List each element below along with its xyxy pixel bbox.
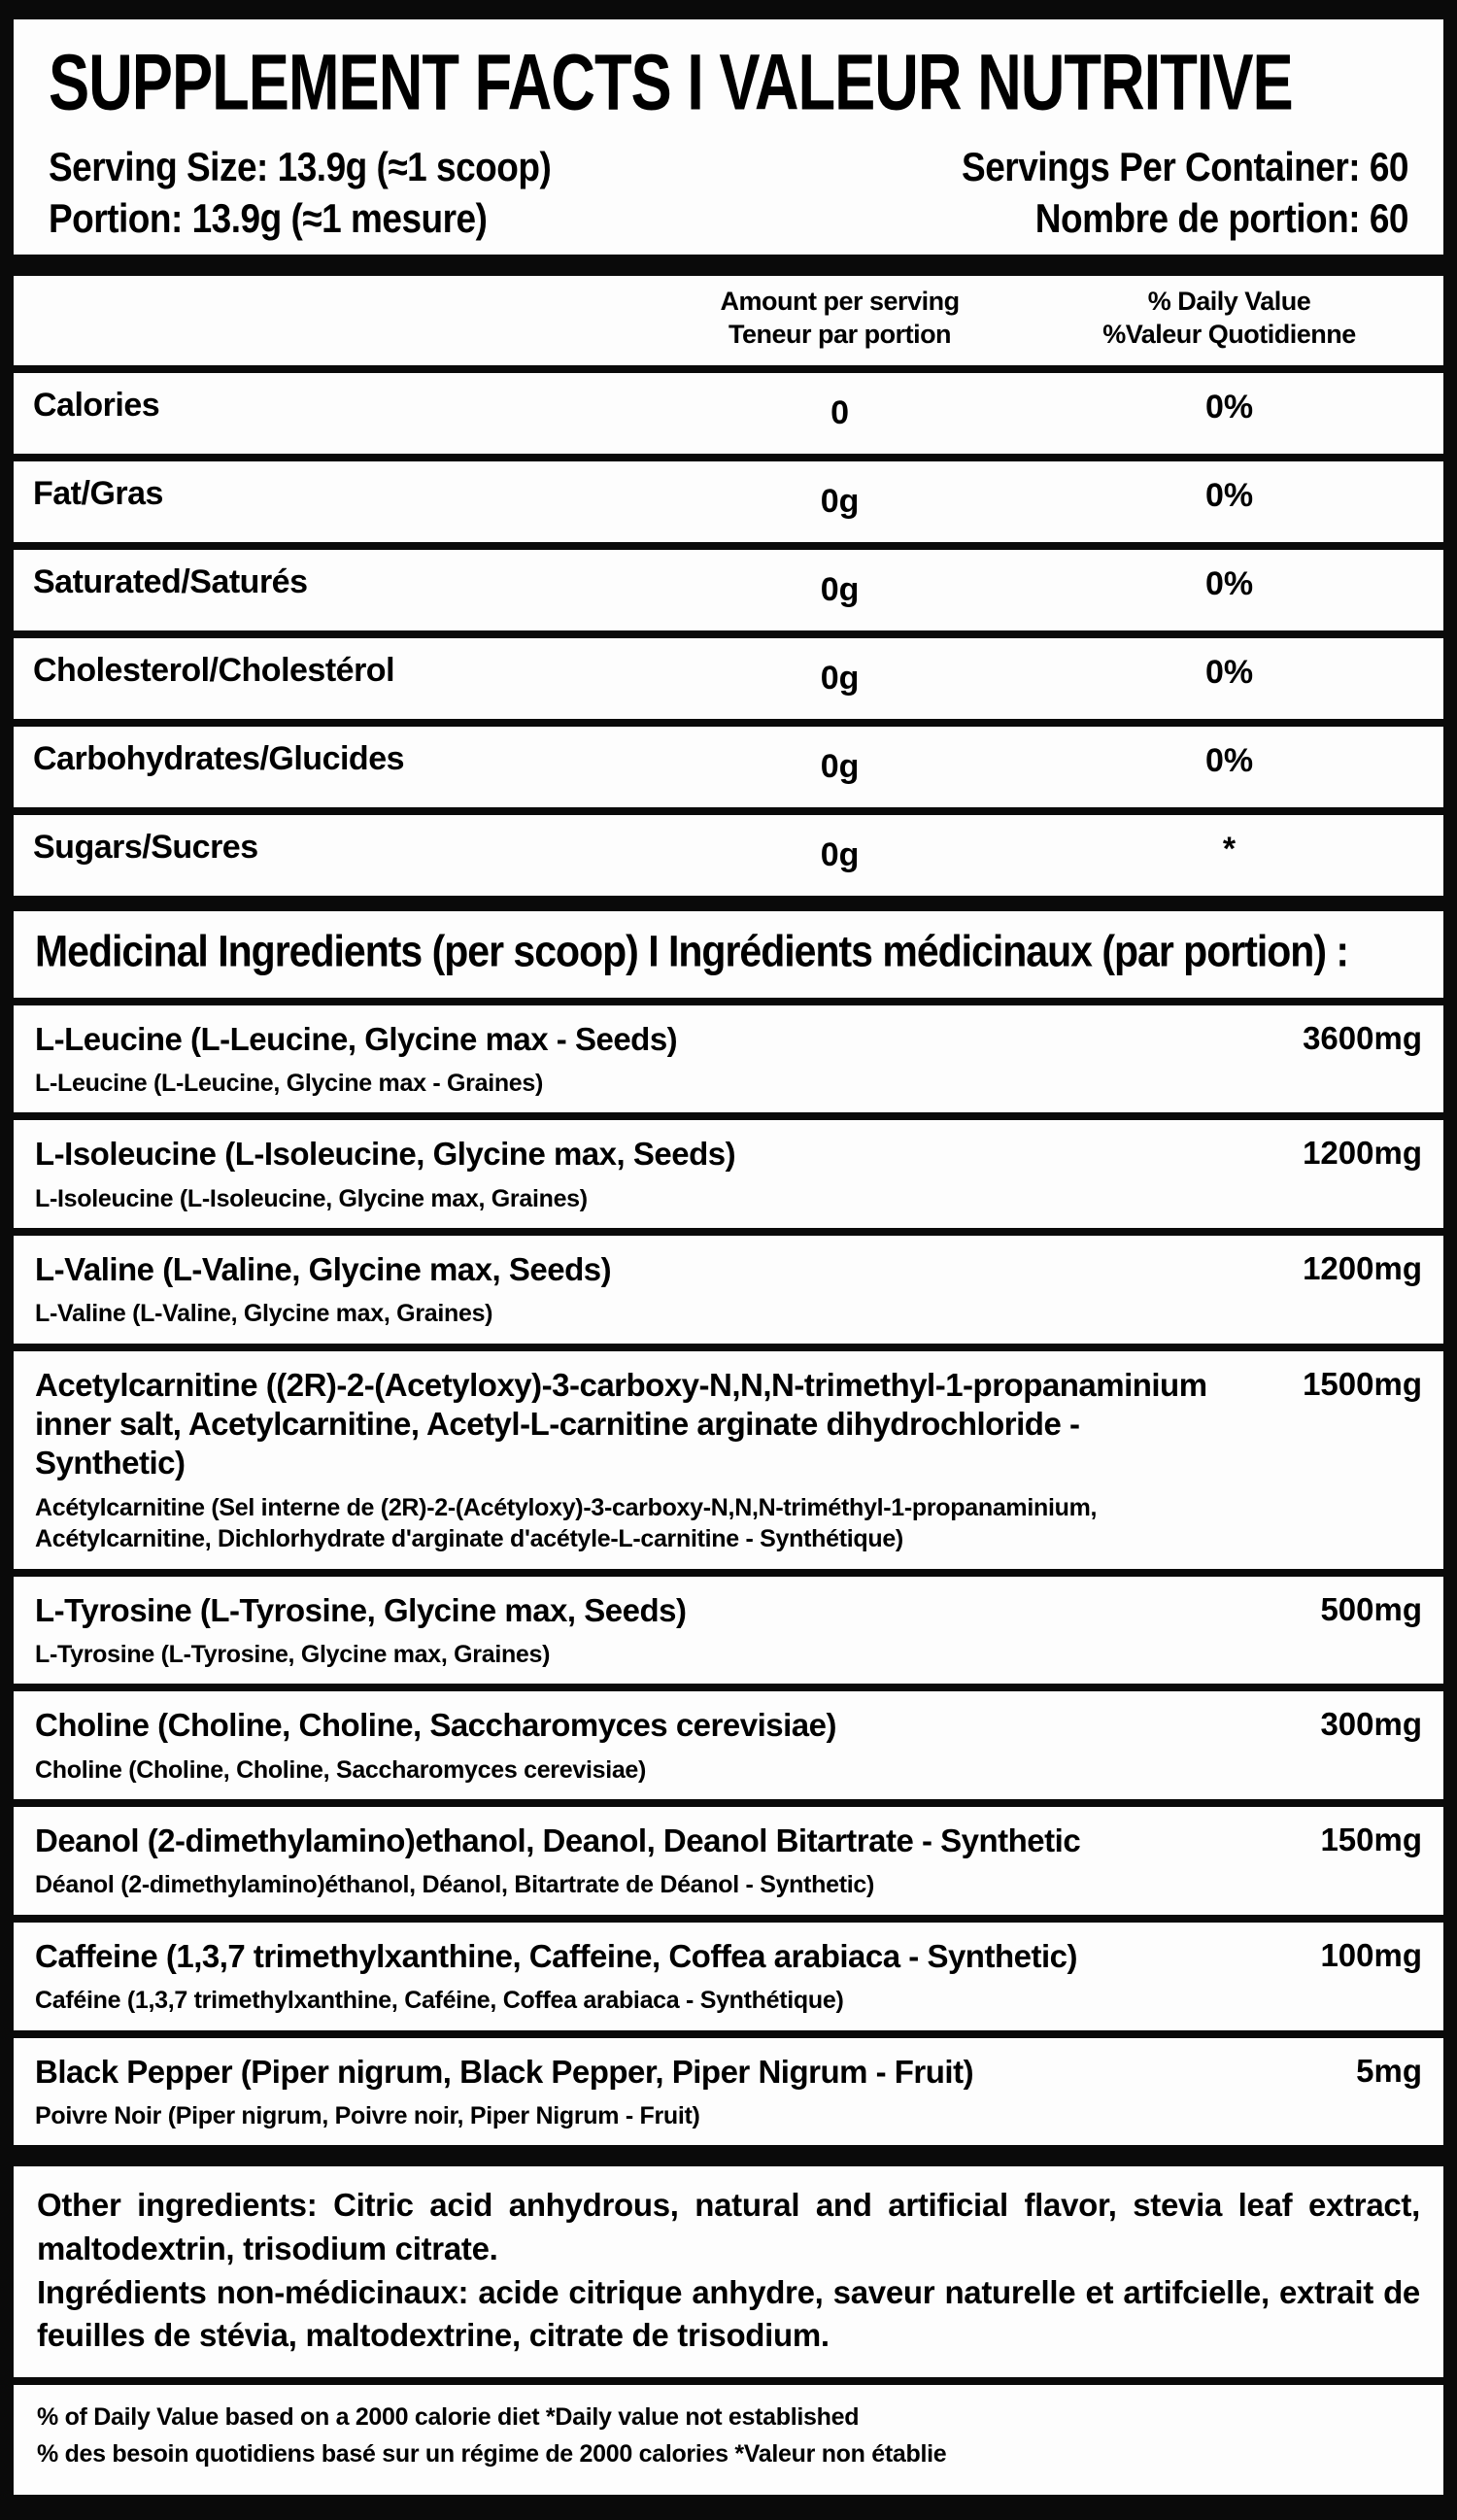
column-header-amount [645, 286, 1034, 352]
nutrient-amount: 0g [820, 570, 860, 608]
serving-info [49, 143, 1408, 241]
row-divider [14, 1228, 1443, 1236]
ingredient-amount: 1500mg [1303, 1365, 1422, 1402]
nutrient-daily-value: * [1222, 830, 1237, 868]
other-ingredients-label-fr: Ingrédients non-médicinaux: [37, 2273, 469, 2310]
row-divider [14, 1915, 1443, 1923]
ingredient-row-l-isoleucine [14, 1120, 1443, 1228]
ingredient-amount: 300mg [1320, 1706, 1422, 1743]
row-divider [14, 719, 1443, 727]
ingredient-row-l-leucine [14, 1005, 1443, 1113]
row-divider [14, 2377, 1443, 2385]
ingredient-name-en: L-Valine (L-Valine, Glycine max, Seeds) [35, 1251, 612, 1288]
ingredient-text [35, 1135, 1257, 1214]
ingredient-row-l-tyrosine [14, 1577, 1443, 1685]
row-divider [14, 542, 1443, 550]
ingredient-name-fr: Poivre Noir (Piper nigrum, Poivre noir, Piper Nigrum - Fruit) [35, 2101, 700, 2129]
nutrient-daily-value: 0% [1204, 388, 1254, 426]
label-header-panel [14, 19, 1443, 255]
column-header-daily-value [1034, 286, 1424, 352]
ingredient-name-fr: L-Tyrosine (L-Tyrosine, Glycine max, Graines) [35, 1640, 551, 1668]
ingredient-name-en: L-Leucine (L-Leucine, Glycine max - Seeds) [35, 1020, 678, 1057]
nutrient-row-carbohydrates [14, 727, 1443, 807]
ingredient-name-fr: L-Leucine (L-Leucine, Glycine max - Graines) [35, 1069, 544, 1097]
row-divider [14, 365, 1443, 373]
row-divider [14, 1112, 1443, 1120]
medicinal-ingredients-header [14, 911, 1443, 998]
nutrient-amount: 0g [820, 659, 860, 697]
label-title: SUPPLEMENT FACTS I VALEUR NUTRITIVE [49, 38, 1293, 128]
ingredient-amount: 150mg [1320, 1822, 1422, 1858]
column-header-panel [14, 276, 1443, 365]
ingredient-name-fr: Choline (Choline, Choline, Saccharomyces cerevisiae) [35, 1755, 647, 1784]
nutrient-name: Calories [33, 386, 160, 424]
ingredient-amount: 5mg [1356, 2052, 1422, 2089]
ingredient-row-black-pepper [14, 2038, 1443, 2146]
row-divider [14, 1344, 1443, 1351]
ingredient-name-fr: L-Valine (L-Valine, Glycine max, Graines) [35, 1300, 493, 1328]
nutrient-name: Cholesterol/Cholestérol [33, 651, 395, 689]
ingredient-amount: 3600mg [1303, 1019, 1422, 1056]
nutrient-name: Fat/Gras [33, 474, 163, 512]
nutrient-amount: 0g [820, 482, 860, 520]
ingredient-text [35, 1937, 1257, 2017]
other-ingredients-fr [37, 2271, 1420, 2358]
nutrient-daily-value: 0% [1204, 476, 1254, 514]
other-ingredients-text-en: Citric acid anhydrous, natural and artificial flavor, stevia leaf extract, maltodextrin, trisodium citrate. [37, 2187, 1420, 2267]
nutrient-daily-value: 0% [1204, 564, 1254, 602]
amount-per-serving-en: Amount per serving [720, 287, 960, 317]
row-divider [14, 1569, 1443, 1577]
nutrient-row-fat [14, 461, 1443, 542]
nutrient-name: Carbohydrates/Glucides [33, 739, 405, 777]
ingredient-text [35, 1250, 1257, 1330]
ingredient-row-deanol [14, 1807, 1443, 1915]
nutrient-row-sugars [14, 815, 1443, 896]
nutrient-row-cholesterol [14, 638, 1443, 719]
ingredient-amount: 1200mg [1303, 1250, 1422, 1287]
section-divider [14, 2145, 1443, 2166]
servings-per-container-en: Servings Per Container: 60 [962, 145, 1408, 190]
other-ingredients-label-en: Other ingredients: [37, 2187, 318, 2224]
ingredient-text [35, 1020, 1257, 1100]
nutrient-amount: 0 [830, 393, 850, 431]
nutrient-row-calories [14, 373, 1443, 454]
ingredient-name-en: L-Tyrosine (L-Tyrosine, Glycine max, Seeds) [35, 1591, 687, 1628]
other-ingredients-text-fr: acide citrique anhydre, saveur naturelle et artifcielle, extrait de feuilles de stévia, maltodextrine, citrate de trisodium. [37, 2273, 1420, 2354]
ingredient-name-en: Acetylcarnitine ((2R)-2-(Acetyloxy)-3-carboxy-N,N,N-trimethyl-1-propanaminium inner salt, Acetylcarnitine, Acetyl-L-carnitine arginate dihydrochloride - Synthetic) [35, 1366, 1207, 1481]
ingredient-amount: 1200mg [1303, 1135, 1422, 1172]
ingredient-amount: 100mg [1320, 1936, 1422, 1973]
ingredient-text [35, 1822, 1257, 1901]
footnote-fr: % des besoin quotidiens basé sur un régime de 2000 calories *Valeur non établie [37, 2440, 947, 2469]
ingredient-amount: 500mg [1320, 1590, 1422, 1627]
ingredient-row-choline [14, 1691, 1443, 1799]
ingredient-name-fr: Acétylcarnitine (Sel interne de (2R)-2-(Acétyloxy)-3-carboxy-N,N,N-triméthyl-1-propanaminium, Acétylcarnitine, Dichlorhydrate d'arginate d'acétyle-L-carnitine - Synthétique) [35, 1493, 1098, 1553]
footnotes-panel [14, 2385, 1443, 2496]
row-divider [14, 1799, 1443, 1807]
ingredient-name-en: Black Pepper (Piper nigrum, Black Pepper, Piper Nigrum - Fruit) [35, 2053, 974, 2090]
ingredient-name-en: Choline (Choline, Choline, Saccharomyces cerevisiae) [35, 1707, 836, 1744]
serving-size-block [49, 143, 551, 244]
nutrient-daily-value: 0% [1204, 653, 1254, 691]
servings-per-container-block [962, 143, 1408, 244]
nutrient-amount: 0g [820, 747, 860, 785]
nutrient-name: Sugars/Sucres [33, 828, 258, 866]
footnote-en: % of Daily Value based on a 2000 calorie diet *Daily value not established [37, 2402, 860, 2431]
nutrient-daily-value: 0% [1204, 741, 1254, 779]
serving-size-fr: Portion: 13.9g (≈1 mesure) [49, 195, 488, 241]
other-ingredients-en [37, 2184, 1420, 2270]
column-header-spacer [33, 286, 645, 352]
row-divider [14, 998, 1443, 1005]
nutrient-amount: 0g [820, 835, 860, 873]
row-divider [14, 1684, 1443, 1691]
ingredient-name-en: L-Isoleucine (L-Isoleucine, Glycine max, Seeds) [35, 1136, 736, 1173]
medicinal-ingredients-title: Medicinal Ingredients (per scoop) I Ingrédients médicinaux (par portion) : [35, 926, 1349, 975]
ingredient-text [35, 1591, 1257, 1671]
ingredient-name-en: Deanol (2-dimethylamino)ethanol, Deanol, Deanol Bitartrate - Synthetic [35, 1822, 1081, 1859]
ingredient-text [35, 1366, 1257, 1555]
ingredient-name-fr: Caféine (1,3,7 trimethylxanthine, Caféine, Coffea arabiaca - Synthétique) [35, 1987, 844, 2015]
ingredient-name-fr: Déanol (2-dimethylamino)éthanol, Déanol, Bitartrate de Déanol - Synthetic) [35, 1871, 875, 1899]
row-divider [14, 454, 1443, 461]
ingredient-text [35, 1706, 1257, 1786]
daily-value-en: % Daily Value [1147, 287, 1311, 317]
row-divider [14, 807, 1443, 815]
ingredient-row-caffeine [14, 1923, 1443, 2030]
nutrient-name: Saturated/Saturés [33, 562, 308, 600]
row-divider [14, 630, 1443, 638]
row-divider [14, 2030, 1443, 2038]
servings-per-container-fr: Nombre de portion: 60 [1034, 195, 1408, 241]
section-divider [14, 255, 1443, 276]
nutrient-row-saturated [14, 550, 1443, 630]
daily-value-fr: %Valeur Quotidienne [1102, 319, 1356, 349]
section-divider [14, 896, 1443, 911]
ingredient-name-en: Caffeine (1,3,7 trimethylxanthine, Caffeine, Coffea arabiaca - Synthetic) [35, 1937, 1077, 1974]
ingredient-row-l-valine [14, 1236, 1443, 1344]
ingredient-text [35, 2053, 1257, 2132]
other-ingredients-panel [14, 2166, 1443, 2376]
serving-size-en: Serving Size: 13.9g (≈1 scoop) [49, 145, 552, 190]
ingredient-name-fr: L-Isoleucine (L-Isoleucine, Glycine max, Graines) [35, 1184, 588, 1212]
amount-per-serving-fr: Teneur par portion [728, 319, 952, 349]
ingredient-row-acetylcarnitine [14, 1351, 1443, 1569]
